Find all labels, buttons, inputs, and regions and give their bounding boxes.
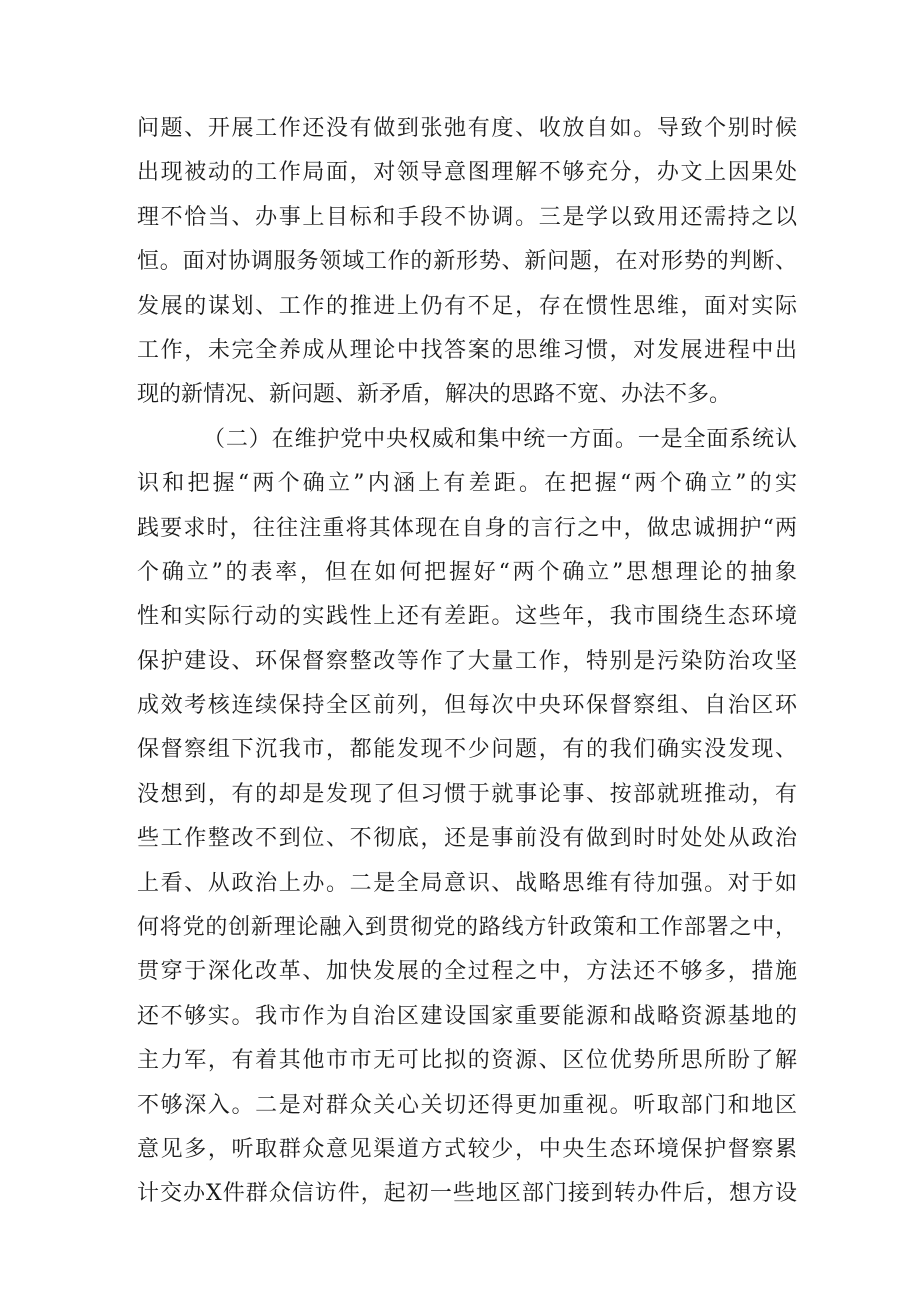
- text-line: 还不够实。我市作为自治区建设国家重要能源和战略资源基地的: [137, 1003, 797, 1029]
- section-heading-line: （二）在维护党中央权威和集中统一方面。一是全面系统认: [203, 426, 797, 452]
- text-line: 不够深入。二是对群众关心关切还得更加重视。听取部门和地区: [137, 1092, 797, 1118]
- text-line: 践要求时，往往注重将其体现在自身的言行之中，做忠诚拥护“两: [137, 515, 797, 541]
- text-line: 保督察组下沉我市，都能发现不少问题，有的我们确实没发现、: [137, 737, 797, 763]
- text-line: 识和把握“两个确立”内涵上有差距。在把握“两个确立”的实: [137, 471, 797, 497]
- text-line: 意见多，听取群众意见渠道方式较少，中央生态环境保护督察累: [137, 1136, 797, 1162]
- text-line: 些工作整改不到位、不彻底，还是事前没有做到时时处处从政治: [137, 826, 797, 852]
- text-line: 何将党的创新理论融入到贯彻党的路线方针政策和工作部署之中，: [137, 915, 797, 941]
- text-line: 性和实际行动的实践性上还有差距。这些年，我市围绕生态环境: [137, 604, 797, 630]
- text-line: 成效考核连续保持全区前列，但每次中央环保督察组、自治区环: [137, 693, 797, 719]
- text-line: 发展的谋划、工作的推进上仍有不足，存在惯性思维，面对实际: [137, 293, 797, 319]
- text-line: 保护建设、环保督察整改等作了大量工作，特别是污染防治攻坚: [137, 648, 797, 674]
- text-line: 出现被动的工作局面，对领导意图理解不够充分，办文上因果处: [137, 160, 797, 186]
- text-line: 贯穿于深化改革、加快发展的全过程之中，方法还不够多，措施: [137, 959, 797, 985]
- document-body: [137, 107, 797, 1217]
- text-line: 恒。面对协调服务领域工作的新形势、新问题，在对形势的判断、: [137, 249, 797, 275]
- text-line: 没想到，有的却是发现了但习惯于就事论事、按部就班推动，有: [137, 781, 797, 807]
- text-line: 主力军，有着其他市市无可比拟的资源、区位优势所思所盼了解: [137, 1048, 797, 1074]
- text-line: 问题、开展工作还没有做到张弛有度、收放自如。导致个别时候: [137, 116, 797, 141]
- text-line: 上看、从政治上办。二是全局意识、战略思维有待加强。对于如: [137, 870, 797, 896]
- text-line: 现的新情况、新问题、新矛盾，解决的思路不宽、办法不多。: [137, 382, 732, 408]
- text-line: 工作，未完全养成从理论中找答案的思维习惯，对发展进程中出: [137, 337, 797, 363]
- text-line: 个确立”的表率，但在如何把握好“两个确立”思想理论的抽象: [137, 559, 797, 585]
- text-line: 计交办X件群众信访件，起初一些地区部门接到转办件后，想方设: [137, 1181, 797, 1207]
- text-line: 理不恰当、办事上目标和手段不协调。三是学以致用还需持之以: [137, 204, 797, 230]
